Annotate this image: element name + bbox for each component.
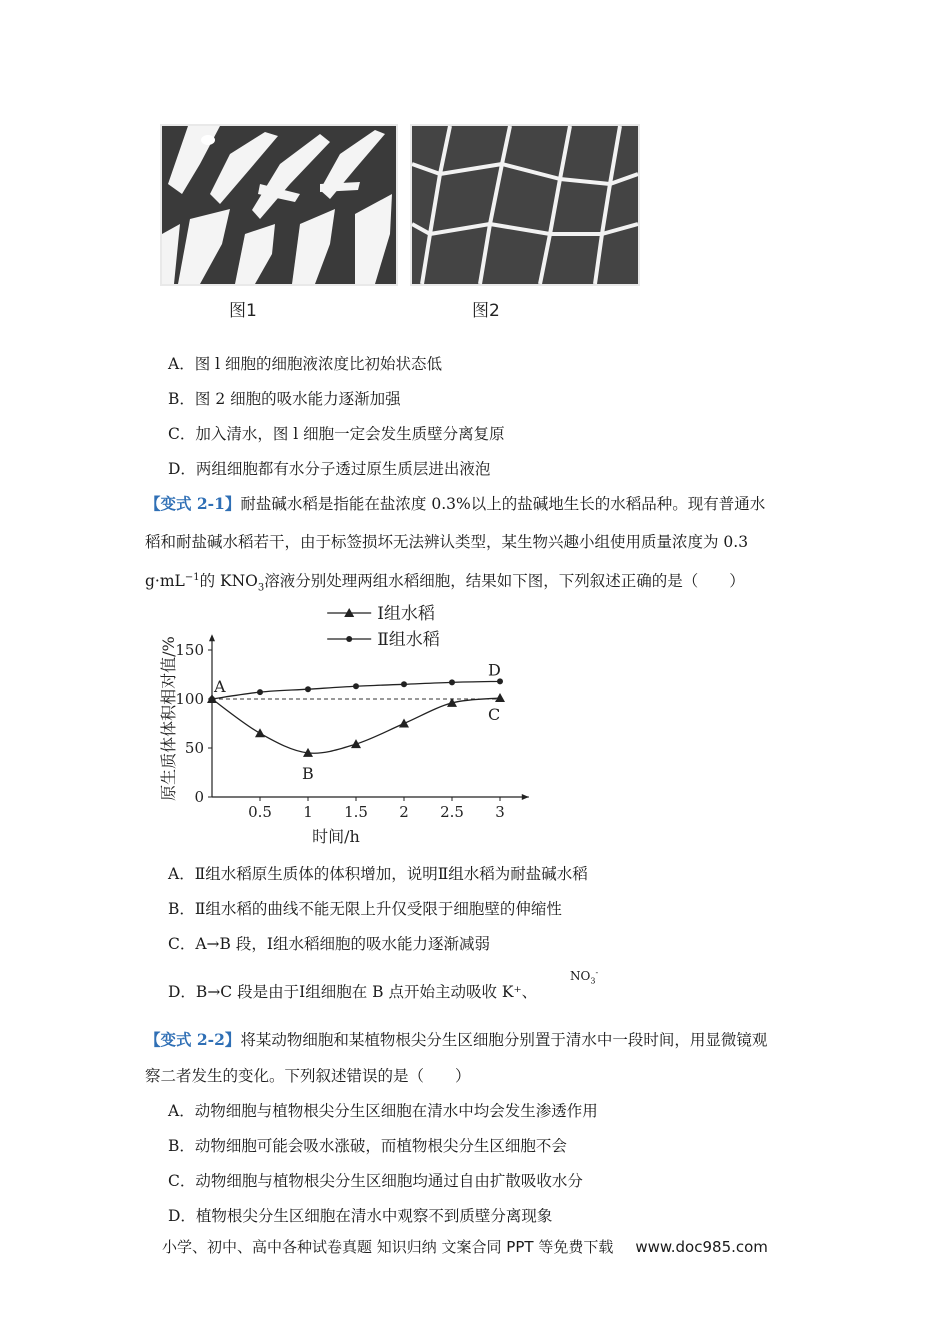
q2-option-c: C．A→B 段，Ⅰ组水稻细胞的吸水能力逐渐减弱 bbox=[168, 935, 490, 953]
footer-url[interactable]: www.doc985.com bbox=[635, 1238, 768, 1256]
legend-marker-2 bbox=[346, 636, 352, 642]
q1-option-c: C．加入清水，图 l 细胞一定会发生质壁分离复原 bbox=[168, 425, 505, 443]
micrograph-figure-1 bbox=[160, 124, 398, 286]
series-2-point bbox=[257, 689, 263, 695]
series-2-point bbox=[449, 679, 455, 685]
q2-unit-text: g·mL bbox=[145, 572, 185, 591]
nitrate-text: NO bbox=[570, 969, 591, 983]
figure-1-caption: 图1 bbox=[229, 301, 257, 321]
legend-label-1: Ⅰ组水稻 bbox=[377, 604, 435, 624]
x-tick-label: 0.5 bbox=[248, 803, 272, 821]
point-label-d: D bbox=[488, 660, 501, 680]
q2-option-a: A．Ⅱ组水稻原生质体的体积增加，说明Ⅱ组水稻为耐盐碱水稻 bbox=[168, 865, 588, 883]
y-tick-label: 0 bbox=[194, 788, 204, 806]
nitrate-sup: - bbox=[595, 968, 599, 977]
q2-stem-line-1 bbox=[145, 494, 765, 514]
x-tick-label: 2.5 bbox=[440, 803, 464, 821]
y-axis-label: 原生质体体积相对值/% bbox=[159, 636, 178, 801]
q2-line-3-rest: 溶液分别处理两组水稻细胞，结果如下图，下列叙述正确的是（ ） bbox=[264, 572, 745, 591]
series-1-point bbox=[255, 728, 265, 737]
series-2-point bbox=[305, 686, 311, 692]
x-tick-label: 3 bbox=[495, 803, 505, 821]
q3-option-b: B．动物细胞可能会吸水涨破，而植物根尖分生区细胞不会 bbox=[168, 1137, 567, 1155]
q3-line-1-text: 将某动物细胞和某植物根尖分生区细胞分别置于清水中一段时间，用显微镜观 bbox=[240, 1031, 768, 1049]
figure-2-caption: 图2 bbox=[472, 301, 500, 321]
series-2-point bbox=[209, 696, 215, 702]
q2-stem-line-3 bbox=[145, 568, 745, 598]
series-2-point bbox=[353, 683, 359, 689]
q3-stem-line-2: 察二者发生的变化。下列叙述错误的是（ ） bbox=[145, 1067, 471, 1085]
q2-tag: 【变式 2-1】 bbox=[145, 494, 241, 513]
series-1-point bbox=[495, 693, 505, 702]
q2-option-d-ion bbox=[570, 968, 598, 985]
legend-label-2: Ⅱ组水稻 bbox=[377, 630, 440, 650]
page-footer bbox=[162, 1236, 768, 1257]
q2-kno-sub: 3 bbox=[257, 582, 265, 594]
footer-text: 小学、初中、高中各种试卷真题 知识归纳 文案合同 PPT 等免费下载 bbox=[162, 1238, 614, 1256]
q2-option-d-text: D．B→C 段是由于Ⅰ组细胞在 B 点开始主动吸收 K⁺、 bbox=[168, 983, 538, 1001]
q2-line-1-text: 耐盐碱水稻是指能在盐浓度 0.3%以上的盐碱地生长的水稻品种。现有普通水 bbox=[240, 495, 766, 513]
q2-option-d bbox=[168, 982, 537, 1002]
series-2-point bbox=[401, 681, 407, 687]
y-axis-arrow bbox=[209, 634, 215, 641]
q1-option-d: D．两组细胞都有水分子透过原生质层进出液泡 bbox=[168, 460, 491, 478]
point-label-a: A bbox=[214, 677, 226, 696]
series-1-point bbox=[399, 719, 409, 728]
x-tick-label: 1 bbox=[303, 803, 313, 821]
q3-option-a: A．动物细胞与植物根尖分生区细胞在清水中均会发生渗透作用 bbox=[168, 1102, 598, 1120]
nitrate-sub: 3 bbox=[590, 976, 596, 986]
q3-option-c: C．动物细胞与植物根尖分生区细胞均通过自由扩散吸收水分 bbox=[168, 1172, 583, 1190]
micrograph-figure-2 bbox=[410, 124, 640, 286]
point-label-b: B bbox=[302, 763, 314, 783]
q2-unit-sup: −1 bbox=[184, 572, 200, 583]
x-tick-label: 1.5 bbox=[344, 803, 368, 821]
protoplast-volume-chart bbox=[150, 600, 550, 845]
q1-option-b: B．图 2 细胞的吸水能力逐渐加强 bbox=[168, 390, 401, 408]
q2-option-b: B．Ⅱ组水稻的曲线不能无限上升仅受限于细胞壁的伸缩性 bbox=[168, 900, 562, 918]
x-tick-label: 2 bbox=[399, 803, 409, 821]
q2-stem-line-2: 稻和耐盐碱水稻若干，由于标签损坏无法辨认类型，某生物兴趣小组使用质量浓度为 0.3 bbox=[145, 533, 749, 551]
x-axis-arrow bbox=[522, 794, 529, 800]
q2-kno-text: 的 KNO bbox=[199, 572, 258, 591]
y-tick-label: 50 bbox=[184, 739, 204, 757]
x-axis-label: 时间/h bbox=[312, 827, 360, 845]
y-tick-label: 150 bbox=[175, 641, 204, 659]
q3-stem-line-1 bbox=[145, 1030, 767, 1050]
q3-tag: 【变式 2-2】 bbox=[145, 1030, 241, 1049]
q3-option-d: D．植物根尖分生区细胞在清水中观察不到质壁分离现象 bbox=[168, 1207, 553, 1225]
q1-option-a: A．图 l 细胞的细胞液浓度比初始状态低 bbox=[168, 355, 443, 373]
point-label-c: C bbox=[488, 705, 501, 725]
y-tick-label: 100 bbox=[175, 690, 204, 708]
